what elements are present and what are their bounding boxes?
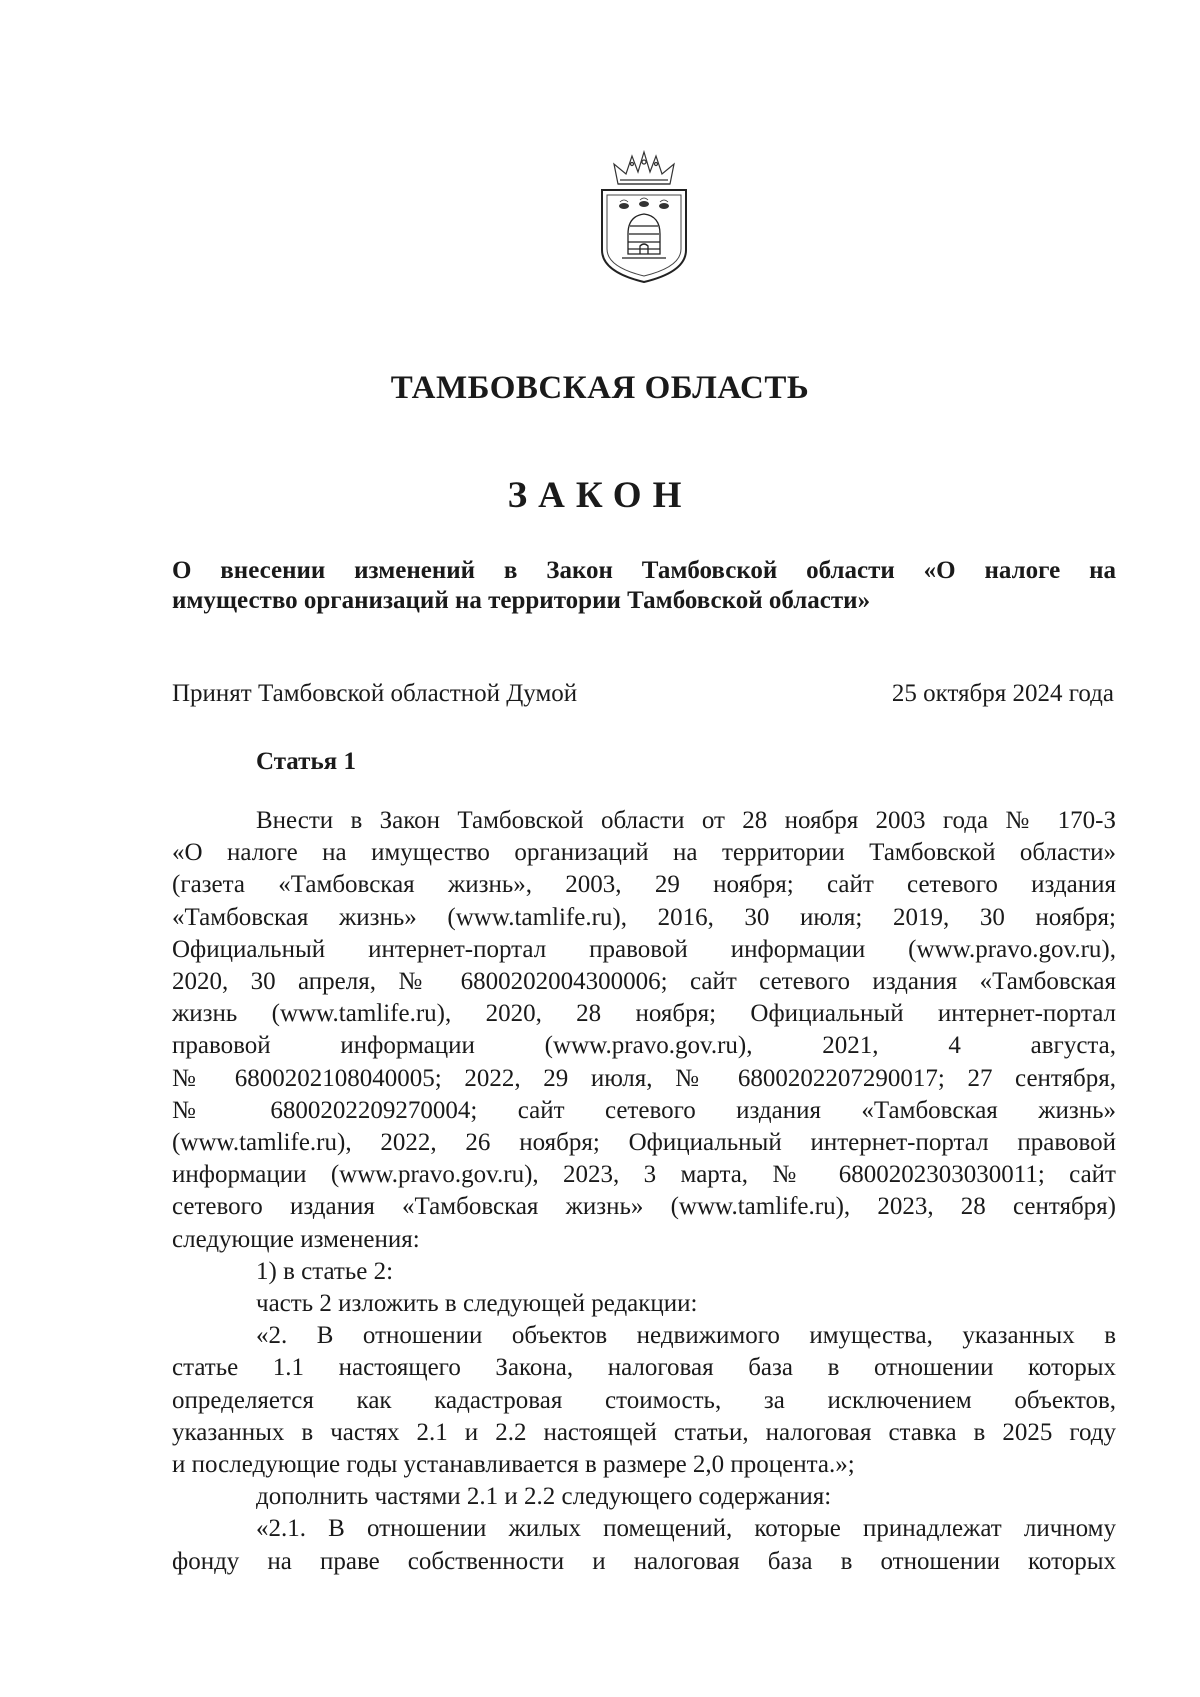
text-line: указанных в частях 2.1 и 2.2 настоящей статьи, налоговая ставка в 2025 году [172, 1418, 1116, 1446]
intro-paragraph [172, 805, 1116, 1256]
tambov-coat-of-arms-icon [596, 150, 692, 284]
adoption-date: 25 октября 2024 года [891, 680, 1114, 707]
law-title-line: О внесении изменений в Закон Тамбовской области «О налоге на [172, 557, 1116, 584]
text-line: Официальный интернет-портал правовой информации (www.pravo.gov.ru), [172, 935, 1116, 963]
text-line: «О налоге на имущество организаций на территории Тамбовской области» [172, 839, 1116, 867]
article-heading: Статья 1 [256, 748, 356, 775]
text-line: статье 1.1 настоящего Закона, налоговая база в отношении которых [172, 1354, 1116, 1382]
region-name: ТАМБОВСКАЯ ОБЛАСТЬ [390, 370, 810, 406]
text-line: «Тамбовская жизнь» (www.tamlife.ru), 2016, 30 июля; 2019, 30 ноября; [172, 903, 1116, 931]
text-line: № 6800202209270004; сайт сетевого издания «Тамбовская жизнь» [172, 1096, 1116, 1124]
item-1: 1) в статье 2: [256, 1257, 394, 1285]
text-line: сетевого издания «Тамбовская жизнь» (www.tamlife.ru), 2023, 28 сентября) [172, 1193, 1116, 1221]
text-line: фонду на праве собственности и налоговая база в отношении которых [172, 1547, 1116, 1575]
item-1-instruction: часть 2 изложить в следующей редакции: [256, 1290, 698, 1318]
adoption-body: Принят Тамбовской областной Думой [172, 680, 578, 707]
text-line: и последующие годы устанавливается в размере 2,0 процента.»; [172, 1451, 855, 1479]
article-body [172, 805, 1116, 1578]
text-line: «2.1. В отношении жилых помещений, которые принадлежат личному [256, 1515, 1116, 1543]
text-line: Внести в Закон Тамбовской области от 28 ноября 2003 года № 170-З [256, 807, 1116, 834]
text-line: правовой информации (www.pravo.gov.ru), 2021, 4 августа, [172, 1032, 1116, 1060]
document-type: ЗАКОН [507, 475, 693, 516]
text-line: жизнь (www.tamlife.ru), 2020, 28 ноября; Официальный интернет-портал [172, 1000, 1116, 1028]
text-line: следующие изменения: [172, 1225, 420, 1253]
supplement-instruction: дополнить частями 2.1 и 2.2 следующего содержания: [256, 1483, 832, 1511]
text-line: (www.tamlife.ru), 2022, 26 ноября; Официальный интернет-портал правовой [172, 1129, 1116, 1157]
law-title-line: имущество организаций на территории Тамбовской области» [172, 587, 871, 614]
text-line: № 6800202108040005; 2022, 29 июля, № 6800202207290017; 27 сентября, [172, 1064, 1116, 1092]
law-title [172, 556, 1116, 616]
text-line: «2. В отношении объектов недвижимого имущества, указанных в [256, 1322, 1116, 1350]
text-line: информации (www.pravo.gov.ru), 2023, 3 марта, № 6800202303030011; сайт [172, 1161, 1116, 1189]
text-line: (газета «Тамбовская жизнь», 2003, 29 ноября; сайт сетевого издания [172, 871, 1116, 899]
part-2-paragraph [172, 1320, 1116, 1481]
part-2-1-paragraph [172, 1513, 1116, 1577]
text-line: 2020, 30 апреля, № 6800202004300006; сайт сетевого издания «Тамбовская [172, 968, 1116, 996]
text-line: определяется как кадастровая стоимость, за исключением объектов, [172, 1386, 1116, 1414]
